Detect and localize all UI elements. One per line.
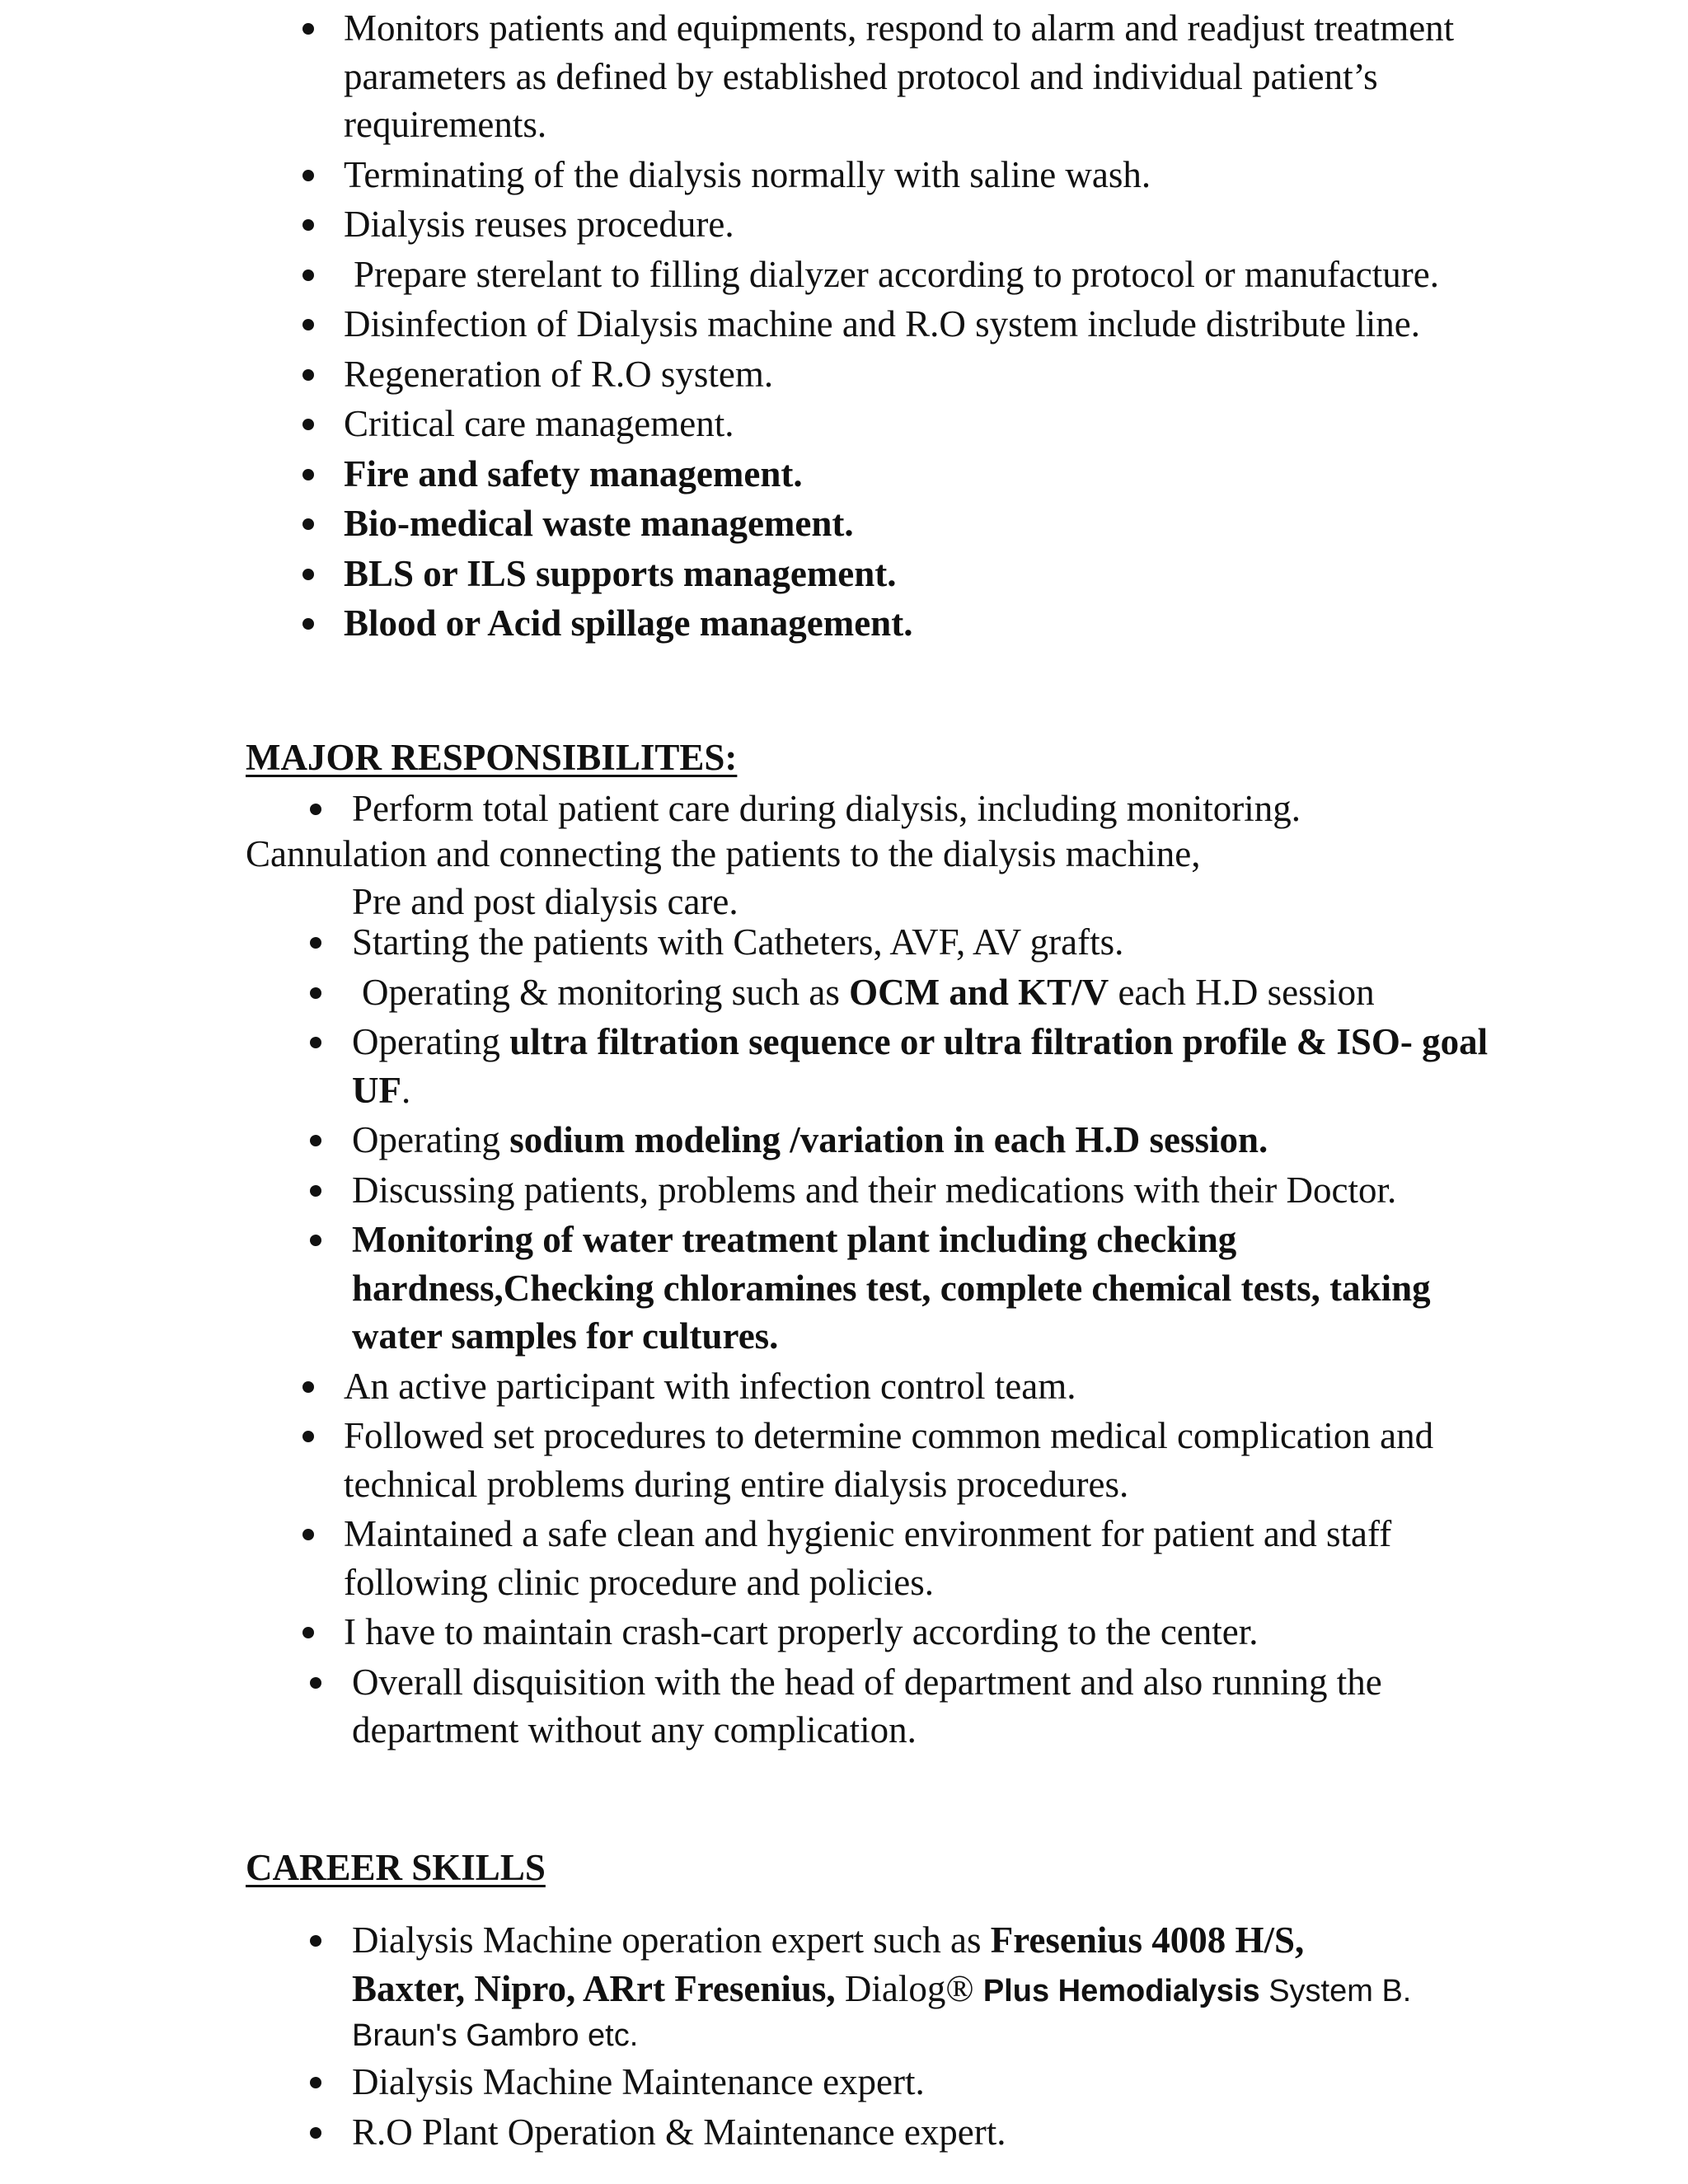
intro-bullet-list: [0, 2, 1688, 648]
bold-text: Plus Hemodialysis: [982, 1973, 1260, 2008]
item-text: Operating & monitoring such as: [362, 971, 850, 1013]
list-item: Dialysis reuses procedure.: [0, 200, 1522, 249]
bold-text: Monitoring of water treatment plant including checking hardness,Checking chloramines test, complete chemical tests, taking water samples for cultures.: [352, 1219, 1431, 1357]
list-item: Disinfection of Dialysis machine and R.O system include distribute line.: [0, 300, 1522, 349]
list-item: Discussing patients, problems and their medications with their Doctor.: [0, 1166, 1531, 1215]
bold-text: ultra filtration sequence or ultra filtration profile & ISO- goal UF: [352, 1021, 1489, 1111]
list-item: [0, 1018, 1531, 1114]
list-item: [0, 1916, 1531, 2056]
bold-text: BLS or ILS supports management.: [344, 552, 897, 594]
responsibilities-bullet-list: [0, 916, 1688, 1755]
item-text: System B.: [1259, 1973, 1412, 2008]
list-item: Maintained a safe clean and hygienic environment for patient and staff following clinic procedure and policies.: [0, 1510, 1522, 1606]
skills-line: [352, 1916, 1531, 1965]
list-item: [0, 1216, 1489, 1361]
bold-text: Bio-medical waste management.: [344, 503, 854, 544]
list-item: Followed set procedures to determine common medical complication and technical problems during entire dialysis procedures.: [0, 1412, 1440, 1508]
bold-text: OCM and KT/V: [849, 971, 1109, 1013]
list-item: [0, 1116, 1531, 1165]
item-text: Dialog®: [835, 1967, 983, 2009]
bold-text: Blood or Acid spillage management.: [344, 602, 913, 644]
list-item: I have to maintain crash-cart properly according to the center.: [0, 1608, 1522, 1657]
list-item: Dialysis Machine Maintenance expert.: [0, 2058, 1531, 2107]
bold-text: Fresenius 4008 H/S,: [990, 1919, 1305, 1961]
item-text: each H.D session: [1109, 971, 1375, 1013]
item-text: .: [401, 1069, 411, 1111]
item-text: Operating: [352, 1119, 510, 1160]
list-item: [0, 550, 1522, 598]
list-item: Perform total patient care during dialysis, including monitoring.: [0, 785, 1531, 833]
major-responsibilities-heading: MAJOR RESPONSIBILITES:: [246, 737, 738, 778]
list-item: Regeneration of R.O system.: [0, 350, 1522, 399]
bold-text: sodium modeling /variation in each H.D session.: [509, 1119, 1268, 1160]
list-item: Monitors patients and equipments, respond to alarm and readjust treatment parameters as defined by established protocol and individual patient’s requirements.: [0, 4, 1522, 149]
list-item: [0, 499, 1522, 548]
career-skills-heading: CAREER SKILLS: [246, 1847, 546, 1888]
item-text: Dialysis Machine operation expert such as: [352, 1919, 991, 1961]
item-text: Operating: [352, 1021, 510, 1062]
list-item: Critical care management.: [0, 400, 1522, 448]
skills-bullet-list: [0, 1915, 1688, 2156]
list-item: R.O Plant Operation & Maintenance expert.: [0, 2108, 1531, 2157]
first-responsibility-list: [0, 783, 1688, 833]
bold-text: Fire and safety management.: [344, 452, 803, 494]
bold-text: Baxter, Nipro, ARrt Fresenius,: [352, 1967, 836, 2009]
list-item: Terminating of the dialysis normally with saline wash.: [0, 151, 1522, 199]
list-item: An active participant with infection control team.: [0, 1362, 1522, 1411]
list-item: [0, 968, 1531, 1017]
skills-line: [352, 1965, 1531, 2016]
list-item: [0, 450, 1522, 499]
responsibility-continuation-line: Cannulation and connecting the patients to the dialysis machine,: [246, 833, 1201, 874]
list-item: Prepare sterelant to filling dialyzer according to protocol or manufacture.: [0, 251, 1522, 299]
list-item: Starting the patients with Catheters, AVF, AV grafts.: [0, 918, 1531, 967]
list-item: Overall disquisition with the head of department and also running the department without any complication.: [0, 1658, 1531, 1755]
skills-line: Braun's Gambro etc.: [352, 2018, 639, 2053]
list-item: [0, 599, 1522, 648]
responsibility-continuation-line: Pre and post dialysis care.: [352, 881, 738, 922]
